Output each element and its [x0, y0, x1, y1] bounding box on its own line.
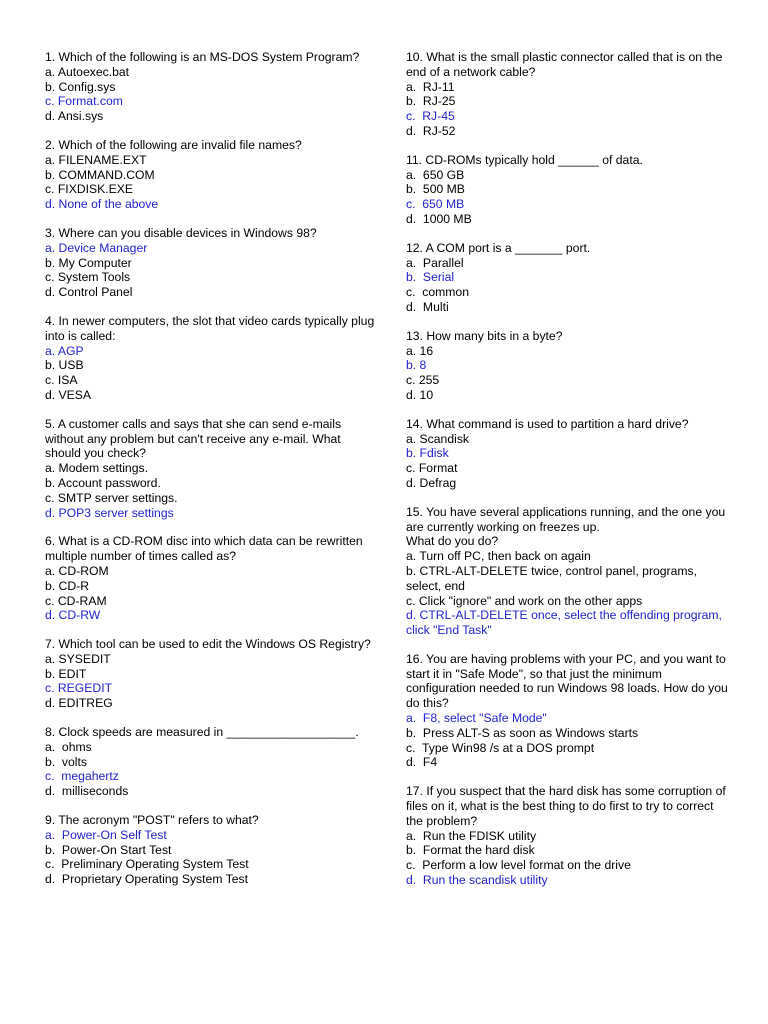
answer-option: a. Scandisk [406, 431, 470, 446]
answer-option: b. Config.sys [45, 79, 116, 94]
answer-option: a. 16 [406, 343, 434, 358]
correct-answer-option: c. Format.com [45, 94, 123, 109]
answer-option: b. My Computer [45, 255, 132, 270]
answer-option: d. VESA [45, 387, 92, 402]
correct-answer-option: b. Fdisk [406, 446, 449, 461]
question-text: 9. The acronym "POST" refers to what? [45, 813, 259, 828]
question-text: 12. A COM port is a _______ port. [406, 240, 591, 255]
answer-option: b. Account password. [45, 475, 161, 490]
question-text: 16. You are having problems with your PC, and you want to start it in "Safe Mode", so that just the minimum configuration needed to run Windows 98 loads. How do you do this? [406, 651, 732, 711]
answer-option: d. RJ-52 [406, 123, 456, 138]
question-text: 1. Which of the following is an MS-DOS System Program? [45, 50, 360, 64]
answer-option: c. ISA [45, 373, 78, 388]
answer-option: a. Autoexec.bat [45, 64, 130, 79]
answer-option: c. common [406, 285, 469, 300]
question-block [406, 417, 732, 491]
answer-option: d. Defrag [406, 475, 457, 490]
question-block [45, 138, 375, 212]
question-block [406, 50, 732, 139]
answer-option: c. SMTP server settings. [45, 490, 178, 505]
correct-answer-option: a. Power-On Self Test [45, 827, 167, 842]
question-text: 10. What is the small plastic connector called that is on the end of a network cable? [406, 50, 726, 79]
answer-option: d. 1000 MB [406, 211, 472, 226]
left-column [45, 50, 378, 901]
correct-answer-option: a. AGP [45, 343, 84, 358]
answer-option: What do you do? [406, 534, 499, 549]
question-block [45, 226, 375, 300]
answer-option: b. volts [45, 754, 87, 769]
answer-option: c. Preliminary Operating System Test [45, 857, 249, 872]
answer-option: a. SYSEDIT [45, 651, 111, 666]
answer-option: b. Power-On Start Test [45, 842, 172, 857]
question-block [45, 534, 375, 623]
correct-answer-option: a. F8, select "Safe Mode" [406, 711, 547, 726]
correct-answer-option: c. RJ-45 [406, 109, 455, 124]
correct-answer-option: d. CD-RW [45, 608, 101, 623]
question-block [45, 725, 375, 799]
correct-answer-option: d. POP3 server settings [45, 505, 174, 520]
right-column [406, 50, 732, 902]
correct-answer-option: d. Run the scandisk utility [406, 873, 548, 888]
question-block [45, 637, 375, 711]
answer-option: b. CTRL-ALT-DELETE twice, control panel, programs, select, end [406, 563, 701, 593]
answer-option: a. CD-ROM [45, 563, 109, 578]
question-block [45, 50, 375, 124]
answer-option: d. Multi [406, 299, 449, 314]
question-text: 13. How many bits in a byte? [406, 328, 563, 343]
answer-option: b. USB [45, 358, 84, 373]
answer-option: c. FIXDISK.EXE [45, 182, 134, 197]
question-block [406, 329, 732, 403]
question-block [406, 652, 732, 770]
answer-option: a. 650 GB [406, 167, 465, 182]
answer-option: b. Format the hard disk [406, 843, 535, 858]
answer-option: a. RJ-11 [406, 79, 455, 94]
question-text: 2. Which of the following are invalid file names? [45, 137, 302, 152]
answer-option: d. Proprietary Operating System Test [45, 872, 248, 887]
answer-option: c. Perform a low level format on the drive [406, 858, 631, 873]
answer-option: d. milliseconds [45, 784, 129, 799]
answer-option: b. COMMAND.COM [45, 167, 155, 182]
question-text: 11. CD-ROMs typically hold ______ of data. [406, 152, 643, 167]
question-block [406, 784, 732, 888]
question-block [406, 241, 732, 315]
question-text: 17. If you suspect that the hard disk has some corruption of files on it, what is the best thing to do first to try to correct the problem? [406, 784, 730, 828]
question-block [45, 813, 375, 887]
question-text: 5. A customer calls and says that she can send e-mails without any problem but can't receive any e-mail. What should you check? [45, 416, 345, 461]
answer-option: c. CD-RAM [45, 593, 107, 608]
correct-answer-option: c. REGEDIT [45, 681, 113, 696]
answer-option: a. FILENAME.EXT [45, 152, 147, 167]
question-block [406, 505, 732, 638]
correct-answer-option: d. None of the above [45, 197, 159, 212]
correct-answer-option: b. Serial [406, 270, 455, 285]
answer-option: d. EDITREG [45, 696, 113, 711]
answer-option: d. Control Panel [45, 285, 133, 300]
answer-option: a. Modem settings. [45, 461, 148, 476]
answer-option: d. 10 [406, 387, 434, 402]
answer-option: a. Run the FDISK utility [406, 828, 537, 843]
answer-option: a. Parallel [406, 255, 464, 270]
answer-option: c. 255 [406, 373, 440, 388]
answer-option: b. EDIT [45, 666, 87, 681]
question-block [45, 417, 375, 521]
answer-option: c. System Tools [45, 270, 131, 285]
answer-option: b. Press ALT-S as soon as Windows starts [406, 725, 639, 740]
correct-answer-option: c. 650 MB [406, 197, 465, 212]
question-text: 7. Which tool can be used to edit the Windows OS Registry? [45, 637, 371, 652]
question-text: 15. You have several applications running, and the one you are currently working on freezes up. [406, 504, 729, 534]
correct-answer-option: a. Device Manager [45, 240, 148, 255]
answer-option: c. Click "ignore" and work on the other apps [406, 593, 643, 608]
question-text: 6. What is a CD-ROM disc into which data can be rewritten multiple number of times called as? [45, 534, 367, 564]
answer-option: b. 500 MB [406, 182, 465, 197]
answer-option: c. Type Win98 /s at a DOS prompt [406, 740, 595, 755]
question-block [406, 153, 732, 227]
answer-option: d. F4 [406, 755, 438, 770]
correct-answer-option: c. megahertz [45, 769, 119, 784]
answer-option: c. Format [406, 461, 458, 476]
question-text: 14. What command is used to partition a hard drive? [406, 416, 689, 431]
correct-answer-option: d. CTRL-ALT-DELETE once, select the offending program, click "End Task" [406, 608, 726, 638]
answer-option: b. CD-R [45, 578, 90, 593]
answer-option: a. Turn off PC, then back on again [406, 549, 591, 564]
answer-option: d. Ansi.sys [45, 109, 104, 124]
question-text: 4. In newer computers, the slot that video cards typically plug into is called: [45, 313, 378, 343]
question-text: 3. Where can you disable devices in Windows 98? [45, 225, 317, 240]
answer-option: a. ohms [45, 739, 92, 754]
answer-option: b. RJ-25 [406, 94, 456, 109]
correct-answer-option: b. 8 [406, 358, 427, 373]
question-text: 8. Clock speeds are measured in ___________________. [45, 725, 359, 740]
question-block [45, 313, 378, 403]
